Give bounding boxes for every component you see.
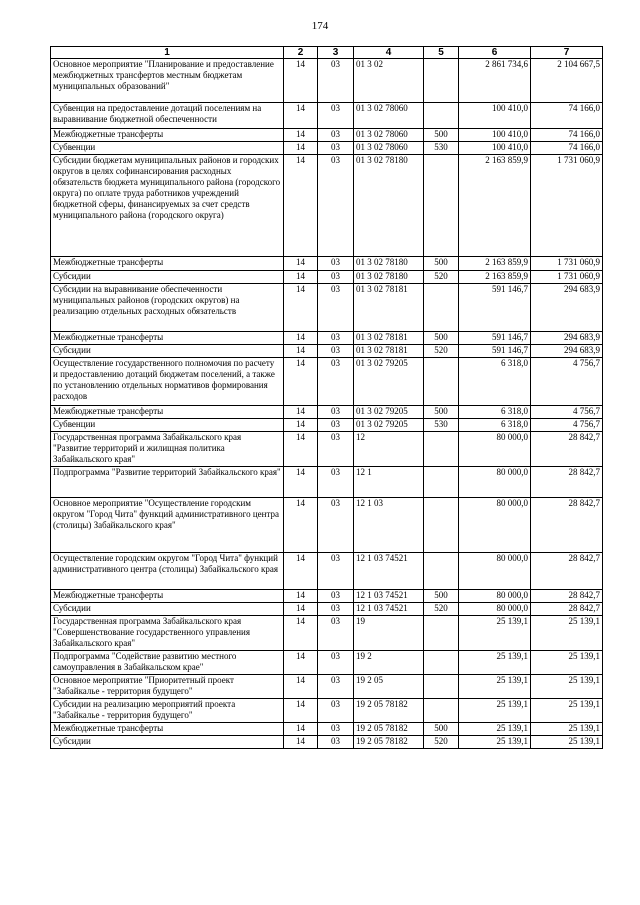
cell-row-target: 19 2 05 78182 — [354, 723, 424, 736]
cell-row-expense-type: 520 — [424, 603, 459, 616]
cell-row-subsection: 03 — [318, 142, 354, 155]
cell-row-plan: 591 146,7 — [459, 284, 531, 332]
cell-row-subsection: 03 — [318, 103, 354, 129]
cell-row-target: 19 2 — [354, 651, 424, 675]
cell-row-name: Основное мероприятие "Осуществление городским округом "Город Чита" функций административного центра (столицы) Забайкальского края" — [51, 498, 284, 553]
cell-row-section: 14 — [284, 59, 318, 103]
cell-row-target: 01 3 02 79205 — [354, 419, 424, 432]
cell-row-actual: 4 756,7 — [531, 358, 603, 406]
cell-row-plan: 80 000,0 — [459, 590, 531, 603]
cell-row-expense-type: 530 — [424, 142, 459, 155]
table-row — [51, 651, 603, 675]
cell-row-target: 12 — [354, 432, 424, 467]
table-row — [51, 432, 603, 467]
cell-row-expense-type — [424, 155, 459, 257]
cell-row-subsection: 03 — [318, 723, 354, 736]
header-col-2: 2 — [284, 47, 318, 59]
cell-row-subsection: 03 — [318, 467, 354, 498]
cell-row-actual: 2 104 667,5 — [531, 59, 603, 103]
cell-row-section: 14 — [284, 332, 318, 345]
header-col-4: 4 — [354, 47, 424, 59]
cell-row-section: 14 — [284, 271, 318, 284]
table-row — [51, 284, 603, 332]
cell-row-expense-type: 500 — [424, 723, 459, 736]
cell-row-name: Подпрограмма "Развитие территорий Забайкальского края" — [51, 467, 284, 498]
cell-row-subsection: 03 — [318, 498, 354, 553]
cell-row-plan: 2 163 859,9 — [459, 155, 531, 257]
cell-row-name: Субсидии бюджетам муниципальных районов и городских округов в целях софинансирования расходных обязательств бюджета муниципального района (городского округа) по оплате труда работников учреждений бюджетной сферы, финансируемых за счет средств муниципального района (городского округа) — [51, 155, 284, 257]
cell-row-plan: 80 000,0 — [459, 553, 531, 590]
cell-row-plan: 2 163 859,9 — [459, 271, 531, 284]
table-row — [51, 736, 603, 749]
table-row — [51, 129, 603, 142]
header-col-5: 5 — [424, 47, 459, 59]
cell-row-expense-type: 500 — [424, 257, 459, 271]
cell-row-subsection: 03 — [318, 59, 354, 103]
cell-row-plan: 25 139,1 — [459, 675, 531, 699]
cell-row-name: Осуществление городским округом "Город Чита" функций административного центра (столицы) Забайкальского края — [51, 553, 284, 590]
cell-row-name: Государственная программа Забайкальского края "Совершенствование государственного управления Забайкальского края" — [51, 616, 284, 651]
table-row — [51, 345, 603, 358]
cell-row-plan: 25 139,1 — [459, 651, 531, 675]
cell-row-subsection: 03 — [318, 553, 354, 590]
cell-row-expense-type: 520 — [424, 736, 459, 749]
cell-row-actual: 4 756,7 — [531, 406, 603, 419]
cell-row-subsection: 03 — [318, 406, 354, 419]
cell-row-expense-type — [424, 699, 459, 723]
cell-row-subsection: 03 — [318, 284, 354, 332]
cell-row-subsection: 03 — [318, 358, 354, 406]
table-row — [51, 419, 603, 432]
cell-row-expense-type — [424, 432, 459, 467]
cell-row-plan: 6 318,0 — [459, 358, 531, 406]
cell-row-actual: 294 683,9 — [531, 332, 603, 345]
cell-row-expense-type — [424, 651, 459, 675]
cell-row-section: 14 — [284, 406, 318, 419]
cell-row-plan: 25 139,1 — [459, 699, 531, 723]
cell-row-target: 19 2 05 78182 — [354, 699, 424, 723]
cell-row-target: 01 3 02 79205 — [354, 358, 424, 406]
cell-row-plan: 80 000,0 — [459, 467, 531, 498]
cell-row-plan: 100 410,0 — [459, 142, 531, 155]
table-row — [51, 155, 603, 257]
table-row — [51, 467, 603, 498]
table-row — [51, 553, 603, 590]
cell-row-expense-type — [424, 675, 459, 699]
cell-row-expense-type — [424, 467, 459, 498]
cell-row-expense-type — [424, 553, 459, 590]
cell-row-section: 14 — [284, 603, 318, 616]
cell-row-section: 14 — [284, 155, 318, 257]
cell-row-name: Субвенции — [51, 419, 284, 432]
cell-row-subsection: 03 — [318, 590, 354, 603]
cell-row-actual: 74 166,0 — [531, 103, 603, 129]
cell-row-section: 14 — [284, 675, 318, 699]
cell-row-actual: 25 139,1 — [531, 699, 603, 723]
cell-row-target: 01 3 02 78181 — [354, 332, 424, 345]
cell-row-section: 14 — [284, 553, 318, 590]
cell-row-name: Осуществление государственного полномочия по расчету и предоставлению дотаций бюджетам поселений, а также по установлению отдельных нормативов формирования расходов — [51, 358, 284, 406]
cell-row-actual: 4 756,7 — [531, 419, 603, 432]
cell-row-target: 12 1 03 74521 — [354, 553, 424, 590]
cell-row-section: 14 — [284, 345, 318, 358]
cell-row-actual: 28 842,7 — [531, 553, 603, 590]
cell-row-target: 01 3 02 78181 — [354, 284, 424, 332]
cell-row-actual: 1 731 060,9 — [531, 271, 603, 284]
cell-row-name: Субвенции — [51, 142, 284, 155]
cell-row-target: 01 3 02 78181 — [354, 345, 424, 358]
cell-row-subsection: 03 — [318, 432, 354, 467]
cell-row-section: 14 — [284, 699, 318, 723]
cell-row-expense-type: 500 — [424, 590, 459, 603]
cell-row-target: 01 3 02 79205 — [354, 406, 424, 419]
table-row — [51, 257, 603, 271]
cell-row-subsection: 03 — [318, 616, 354, 651]
cell-row-plan: 100 410,0 — [459, 129, 531, 142]
cell-row-expense-type: 520 — [424, 345, 459, 358]
cell-row-subsection: 03 — [318, 332, 354, 345]
cell-row-name: Субсидии — [51, 603, 284, 616]
cell-row-subsection: 03 — [318, 603, 354, 616]
cell-row-plan: 2 861 734,6 — [459, 59, 531, 103]
cell-row-section: 14 — [284, 419, 318, 432]
cell-row-actual: 294 683,9 — [531, 345, 603, 358]
cell-row-expense-type: 500 — [424, 332, 459, 345]
cell-row-actual: 28 842,7 — [531, 432, 603, 467]
cell-row-plan: 80 000,0 — [459, 432, 531, 467]
cell-row-name: Субсидии — [51, 271, 284, 284]
cell-row-section: 14 — [284, 257, 318, 271]
cell-row-name: Субсидии на выравнивание обеспеченности муниципальных районов (городских округов) на реализацию отдельных расходных обязательств — [51, 284, 284, 332]
cell-row-actual: 28 842,7 — [531, 603, 603, 616]
table-row — [51, 699, 603, 723]
cell-row-plan: 100 410,0 — [459, 103, 531, 129]
cell-row-plan: 6 318,0 — [459, 419, 531, 432]
cell-row-target: 12 1 — [354, 467, 424, 498]
cell-row-name: Межбюджетные трансферты — [51, 129, 284, 142]
cell-row-actual: 25 139,1 — [531, 616, 603, 651]
cell-row-actual: 1 731 060,9 — [531, 155, 603, 257]
table-header-row — [51, 47, 603, 59]
cell-row-target: 01 3 02 78060 — [354, 103, 424, 129]
cell-row-target: 19 2 05 — [354, 675, 424, 699]
cell-row-section: 14 — [284, 616, 318, 651]
cell-row-plan: 80 000,0 — [459, 603, 531, 616]
cell-row-subsection: 03 — [318, 345, 354, 358]
cell-row-section: 14 — [284, 498, 318, 553]
cell-row-section: 14 — [284, 284, 318, 332]
cell-row-plan: 25 139,1 — [459, 616, 531, 651]
table-row — [51, 616, 603, 651]
cell-row-subsection: 03 — [318, 736, 354, 749]
cell-row-subsection: 03 — [318, 675, 354, 699]
table-row — [51, 498, 603, 553]
cell-row-target: 01 3 02 78180 — [354, 155, 424, 257]
cell-row-actual: 25 139,1 — [531, 736, 603, 749]
cell-row-actual: 25 139,1 — [531, 675, 603, 699]
cell-row-name: Основное мероприятие "Приоритетный проект "Забайкалье - территория будущего" — [51, 675, 284, 699]
cell-row-target: 01 3 02 78180 — [354, 257, 424, 271]
cell-row-section: 14 — [284, 467, 318, 498]
cell-row-expense-type — [424, 284, 459, 332]
cell-row-actual: 25 139,1 — [531, 723, 603, 736]
table-row — [51, 603, 603, 616]
cell-row-plan: 25 139,1 — [459, 723, 531, 736]
cell-row-expense-type — [424, 358, 459, 406]
cell-row-actual: 1 731 060,9 — [531, 257, 603, 271]
table-row — [51, 103, 603, 129]
table-row — [51, 332, 603, 345]
cell-row-subsection: 03 — [318, 651, 354, 675]
cell-row-subsection: 03 — [318, 699, 354, 723]
cell-row-section: 14 — [284, 723, 318, 736]
cell-row-section: 14 — [284, 129, 318, 142]
cell-row-plan: 6 318,0 — [459, 406, 531, 419]
cell-row-actual: 25 139,1 — [531, 651, 603, 675]
cell-row-name: Межбюджетные трансферты — [51, 332, 284, 345]
table-row — [51, 358, 603, 406]
table-row — [51, 59, 603, 103]
cell-row-expense-type: 500 — [424, 129, 459, 142]
cell-row-section: 14 — [284, 432, 318, 467]
cell-row-actual: 74 166,0 — [531, 129, 603, 142]
cell-row-section: 14 — [284, 590, 318, 603]
page-number: 174 — [311, 20, 329, 32]
cell-row-expense-type — [424, 498, 459, 553]
cell-row-subsection: 03 — [318, 271, 354, 284]
cell-row-actual: 28 842,7 — [531, 590, 603, 603]
budget-table — [50, 46, 603, 749]
cell-row-name: Субсидии — [51, 345, 284, 358]
cell-row-subsection: 03 — [318, 419, 354, 432]
cell-row-name: Субвенция на предоставление дотаций поселениям на выравнивание бюджетной обеспеченности — [51, 103, 284, 129]
cell-row-actual: 294 683,9 — [531, 284, 603, 332]
cell-row-expense-type: 530 — [424, 419, 459, 432]
cell-row-subsection: 03 — [318, 129, 354, 142]
cell-row-section: 14 — [284, 358, 318, 406]
header-col-7: 7 — [531, 47, 603, 59]
header-col-1: 1 — [51, 47, 284, 59]
header-col-6: 6 — [459, 47, 531, 59]
cell-row-name: Межбюджетные трансферты — [51, 406, 284, 419]
cell-row-expense-type: 520 — [424, 271, 459, 284]
cell-row-name: Основное мероприятие "Планирование и предоставление межбюджетных трансфертов местным бюджетам муниципальных образований" — [51, 59, 284, 103]
cell-row-actual: 28 842,7 — [531, 467, 603, 498]
cell-row-actual: 74 166,0 — [531, 142, 603, 155]
cell-row-plan: 2 163 859,9 — [459, 257, 531, 271]
cell-row-section: 14 — [284, 651, 318, 675]
cell-row-target: 19 2 05 78182 — [354, 736, 424, 749]
cell-row-plan: 591 146,7 — [459, 332, 531, 345]
cell-row-expense-type — [424, 103, 459, 129]
cell-row-expense-type — [424, 59, 459, 103]
cell-row-actual: 28 842,7 — [531, 498, 603, 553]
cell-row-name: Государственная программа Забайкальского края "Развитие территорий и жилищная политика Забайкальского края" — [51, 432, 284, 467]
cell-row-section: 14 — [284, 103, 318, 129]
table-row — [51, 406, 603, 419]
table-row — [51, 723, 603, 736]
cell-row-plan: 591 146,7 — [459, 345, 531, 358]
cell-row-plan: 80 000,0 — [459, 498, 531, 553]
cell-row-target: 01 3 02 78060 — [354, 142, 424, 155]
cell-row-target: 01 3 02 78180 — [354, 271, 424, 284]
cell-row-subsection: 03 — [318, 155, 354, 257]
table-row — [51, 142, 603, 155]
cell-row-name: Межбюджетные трансферты — [51, 590, 284, 603]
cell-row-section: 14 — [284, 142, 318, 155]
cell-row-name: Межбюджетные трансферты — [51, 723, 284, 736]
cell-row-name: Субсидии — [51, 736, 284, 749]
table-row — [51, 590, 603, 603]
cell-row-target: 19 — [354, 616, 424, 651]
cell-row-target: 01 3 02 — [354, 59, 424, 103]
header-col-3: 3 — [318, 47, 354, 59]
cell-row-name: Межбюджетные трансферты — [51, 257, 284, 271]
cell-row-target: 01 3 02 78060 — [354, 129, 424, 142]
cell-row-plan: 25 139,1 — [459, 736, 531, 749]
table-row — [51, 271, 603, 284]
cell-row-section: 14 — [284, 736, 318, 749]
cell-row-expense-type — [424, 616, 459, 651]
table-row — [51, 675, 603, 699]
cell-row-name: Субсидии на реализацию мероприятий проекта "Забайкалье - территория будущего" — [51, 699, 284, 723]
cell-row-target: 12 1 03 74521 — [354, 590, 424, 603]
cell-row-target: 12 1 03 — [354, 498, 424, 553]
cell-row-name: Подпрограмма "Содействие развитию местного самоуправления в Забайкальском крае" — [51, 651, 284, 675]
table-body — [51, 59, 603, 749]
cell-row-target: 12 1 03 74521 — [354, 603, 424, 616]
cell-row-subsection: 03 — [318, 257, 354, 271]
cell-row-expense-type: 500 — [424, 406, 459, 419]
